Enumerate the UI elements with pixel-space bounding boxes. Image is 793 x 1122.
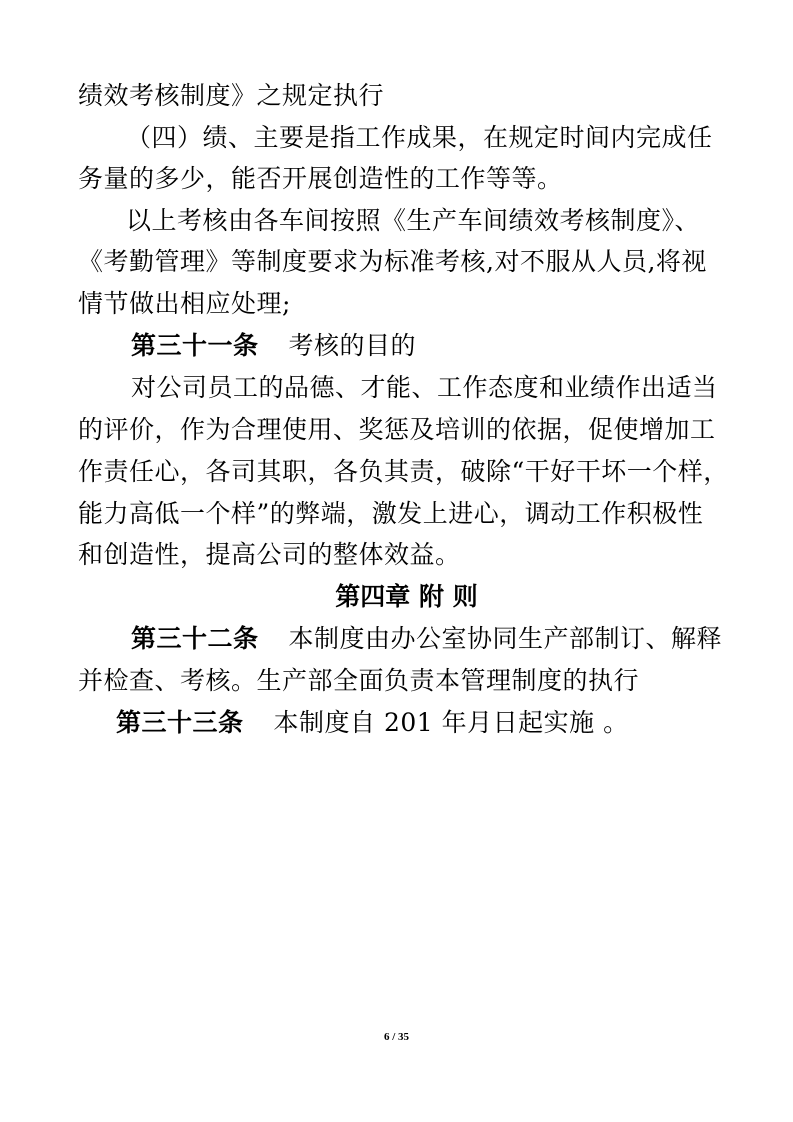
article-31-heading: [131, 327, 738, 365]
article-31-body-line: 能力高低一个样”的弊端，激发上进心，调动工作积极性: [78, 499, 704, 528]
article-31-body-line: 的评价，作为合理使用、奖惩及培训的依据，促使增加工: [78, 415, 716, 444]
article-33-line: [116, 704, 738, 742]
article-text: 本制度由办公室协同生产部制订、解释: [288, 624, 723, 653]
article-32-line: [131, 620, 738, 658]
article-text: 本制度自 201 年月日起实施 。: [273, 708, 629, 737]
paragraph-line: （四）绩、主要是指工作成果，在规定时间内完成任: [126, 123, 713, 152]
article-31-body-line: 作责任心，各司其职，各负其责，破除“干好干坏一个样，: [78, 457, 729, 486]
paragraph-line: 《考勤管理》等制度要求为标准考核,对不服从人员,将视: [78, 247, 707, 276]
page-number: 6 / 35: [383, 1031, 410, 1043]
paragraph-line: 以上考核由各车间按照《生产车间绩效考核制度》、: [126, 206, 701, 235]
paragraph-line: 绩效考核制度》之规定执行: [78, 81, 385, 110]
article-31-body-line: 对公司员工的品德、才能、工作态度和业绩作出适当: [131, 373, 718, 402]
article-number: 第三十一条: [131, 331, 259, 360]
article-number: 第三十二条: [131, 624, 259, 653]
article-title: 考核的目的: [288, 331, 417, 360]
article-number: 第三十三条: [116, 708, 244, 737]
paragraph-line: 情节做出相应处理;: [78, 289, 291, 318]
chapter-heading: 第四章 附 则: [335, 582, 478, 611]
paragraph-line: 务量的多少，能否开展创造性的工作等等。: [78, 164, 563, 193]
article-31-body-line: 和创造性，提高公司的整体效益。: [78, 540, 461, 569]
article-32-line: 并检查、考核。生产部全面负责本管理制度的执行: [78, 666, 640, 695]
